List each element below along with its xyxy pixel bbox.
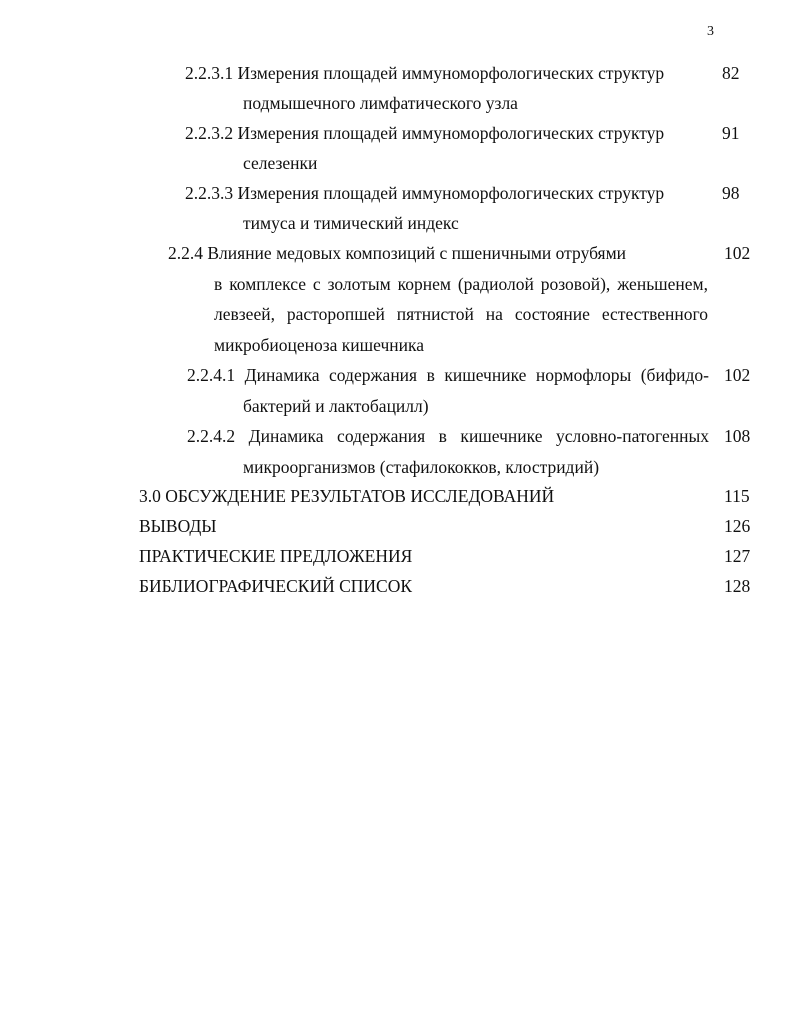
toc-title: ОБСУЖДЕНИЕ РЕЗУЛЬТАТОВ ИССЛЕДОВАНИЙ bbox=[165, 486, 555, 506]
toc-title: Влияние медовых композиций с пшеничными отрубями bbox=[207, 243, 627, 263]
toc-title: Измерения площадей иммуноморфологических структур bbox=[237, 63, 665, 83]
toc-entry-bibliography: БИБЛИОГРАФИЧЕСКИЙ СПИСОК bbox=[139, 576, 413, 596]
toc-title-cont: бактерий и лактобацилл) bbox=[243, 396, 429, 416]
toc-page: 127 bbox=[724, 546, 751, 566]
toc-title-cont: в комплексе с золотым корнем (радиолой розовой), женьшенем, bbox=[214, 274, 708, 294]
toc-page: 102 bbox=[724, 243, 751, 263]
toc-title: Измерения площадей иммуноморфологических структур bbox=[237, 123, 665, 143]
toc-number: 2.2.4.1 bbox=[187, 365, 236, 385]
toc-entry-2242 bbox=[187, 425, 709, 447]
toc-entry-proposals: ПРАКТИЧЕСКИЕ ПРЕДЛОЖЕНИЯ bbox=[139, 546, 413, 566]
toc-page: 98 bbox=[722, 183, 740, 203]
toc-entry-conclusions: ВЫВОДЫ bbox=[139, 516, 217, 536]
toc-page: 126 bbox=[724, 516, 751, 536]
toc-number: 2.2.4.2 bbox=[187, 426, 236, 446]
toc-entry-2232 bbox=[185, 122, 664, 144]
toc-entry-2233 bbox=[185, 182, 664, 204]
toc-title-cont: микроорганизмов (стафилококков, клостридий) bbox=[243, 457, 600, 477]
toc-page: 82 bbox=[722, 63, 740, 83]
toc-page: 115 bbox=[724, 486, 750, 506]
toc-number: 2.2.4 bbox=[168, 243, 203, 263]
toc-title-cont: селезенки bbox=[243, 153, 318, 173]
toc-number: 2.2.3.1 bbox=[185, 63, 234, 83]
toc-title: Измерения площадей иммуноморфологических структур bbox=[237, 183, 665, 203]
page-number: 3 bbox=[707, 24, 714, 39]
toc-title-cont: подмышечного лимфатического узла bbox=[243, 93, 518, 113]
toc-number: 2.2.3.3 bbox=[185, 183, 234, 203]
toc-number: 3.0 bbox=[139, 486, 161, 506]
toc-title-cont: тимуса и тимический индекс bbox=[243, 213, 459, 233]
toc-page: 102 bbox=[724, 365, 751, 385]
toc-page: 108 bbox=[724, 426, 751, 446]
toc-title-cont: левзеей, расторопшей пятнистой на состояние естественного bbox=[214, 304, 708, 324]
toc-title: Динамика содержания в кишечнике нормофлоры (бифидо- bbox=[244, 365, 710, 385]
toc-page: 91 bbox=[722, 123, 740, 143]
toc-title-cont: микробиоценоза кишечника bbox=[214, 335, 424, 355]
toc-page: 128 bbox=[724, 576, 751, 596]
toc-title: Динамика содержания в кишечнике условно-патогенных bbox=[248, 426, 710, 446]
toc-entry-2231 bbox=[185, 62, 664, 84]
toc-entry-2241 bbox=[187, 364, 709, 386]
toc-entry-224 bbox=[168, 242, 626, 264]
toc-number: 2.2.3.2 bbox=[185, 123, 234, 143]
toc-entry-30 bbox=[139, 485, 554, 507]
